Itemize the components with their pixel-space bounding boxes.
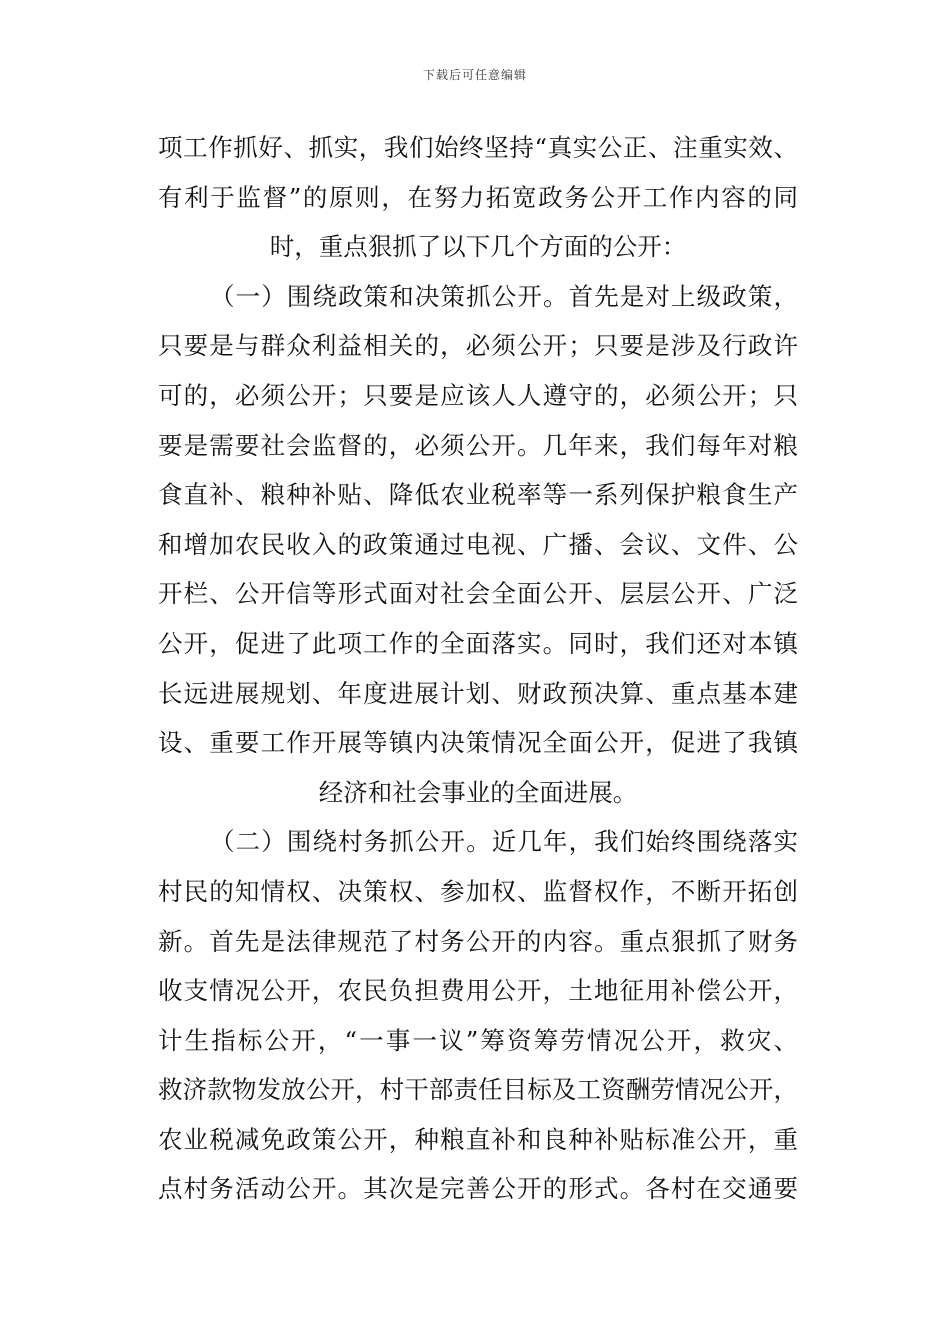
- text-line: 设、重要工作开展等镇内决策情况全面公开，促进了我镇: [158, 728, 798, 758]
- document-body: [158, 128, 798, 1219]
- text-line: 开栏、公开信等形式面对社会全面公开、层层公开、广泛: [158, 579, 798, 609]
- text-line: 长远进展规划、年度进展计划、财政预决算、重点基本建: [158, 678, 798, 708]
- text-line: （一）围绕政策和决策抓公开。首先是对上级政策，: [210, 281, 798, 311]
- text-line: 村民的知情权、决策权、参加权、监督权作，不断开拓创: [158, 876, 798, 906]
- text-line: 公开，促进了此项工作的全面落实。同时，我们还对本镇: [158, 628, 798, 658]
- text-line: 和增加农民收入的政策通过电视、广播、会议、文件、公: [158, 529, 798, 559]
- text-line: 新。首先是法律规范了村务公开的内容。重点狠抓了财务: [158, 926, 798, 956]
- text-line: 收支情况公开，农民负担费用公开，土地征用补偿公开，: [158, 976, 798, 1006]
- text-line: 时，重点狠抓了以下几个方面的公开：: [269, 232, 687, 262]
- text-line: 计生指标公开，“一事一议”筹资筹劳情况公开，救灾、: [158, 1025, 798, 1055]
- text-line: 可的，必须公开；只要是应该人人遵守的，必须公开；只: [158, 380, 798, 410]
- text-line: 食直补、粮种补贴、降低农业税率等一系列保护粮食生产: [158, 480, 798, 510]
- text-line: 项工作抓好、抓实，我们始终坚持“真实公正、注重实效、: [158, 133, 798, 162]
- text-line: 经济和社会事业的全面进展。: [318, 777, 638, 807]
- text-line: 有利于监督”的原则，在努力拓宽政务公开工作内容的同: [158, 182, 798, 212]
- text-line: （二）围绕村务抓公开。近几年，我们始终围绕落实: [210, 827, 798, 857]
- text-line: 只要是与群众利益相关的，必须公开；只要是涉及行政许: [158, 331, 798, 361]
- text-line: 要是需要社会监督的，必须公开。几年来，我们每年对粮: [158, 430, 798, 460]
- text-line: 救济款物发放公开，村干部责任目标及工资酬劳情况公开，: [158, 1075, 798, 1105]
- text-line: 农业税减免政策公开，种粮直补和良种补贴标准公开，重: [158, 1124, 798, 1154]
- page-header: 下载后可任意编辑: [422, 68, 527, 82]
- text-line: 点村务活动公开。其次是完善公开的形式。各村在交通要: [158, 1174, 798, 1204]
